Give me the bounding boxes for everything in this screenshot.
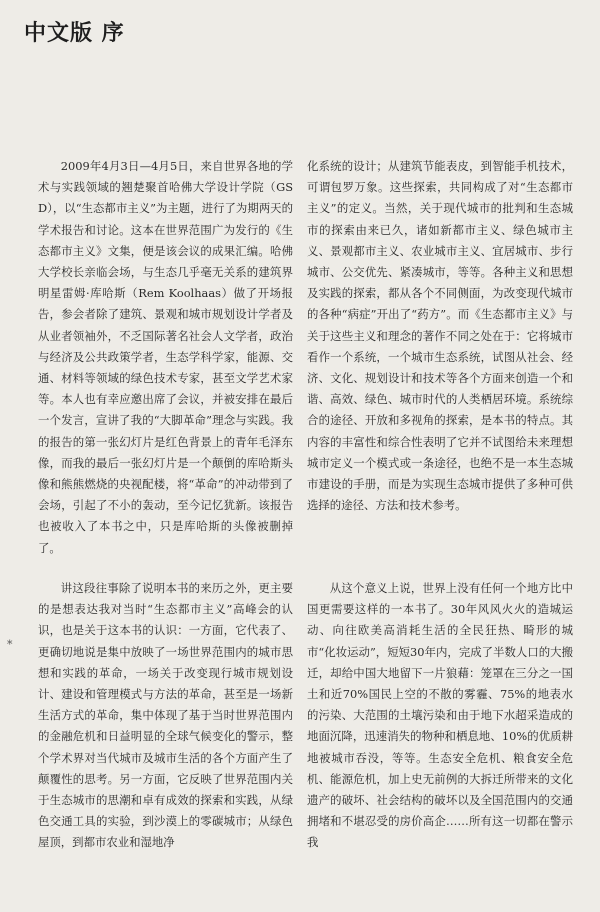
column-top-left [38, 156, 293, 559]
paragraph-bottom-left: 讲这段往事除了说明本书的来历之外，更主要的是想表达我对当时“生态都市主义”高峰会的认识，也是关于这本书的认识：一方面，它代表了、更确切地说是集中放映了一场世界范围内的城市思想和实践的革命，一场关于改变现行城市规划设计、建设和管理模式与方法的革命，甚至是一场新生活方式的革命，集中体现了基于当时世界范围内的金融危机和日益明显的全球气候变化的警示，整个学术界对当代城市及城市生活的各个方面产生了颠覆性的思考。另一方面，它反映了世界范围内关于生态城市的思潮和卓有成效的探索和实践，从绿色交通工具的实验，到沙漠上的零碳城市；从绿色屋顶，到都市农业和湿地净 [38, 581, 293, 850]
paragraph-bottom-right: 从这个意义上说，世界上没有任何一个地方比中国更需要这样的一本书了。30年风风火火的造城运动、向往欧美高消耗生活的全民狂热、畸形的城市“化妆运动”，短短30年内，完成了半数人口的大搬迁，却给中国大地留下一片狼藉：笼罩在三分之一国土和近70%国民上空的不散的雾霾、75%的地表水的污染、大范围的土壤污染和由于地下水超采造成的地面沉降，迅速消失的物种和栖息地、10%的优质耕地被城市吞没，等等。生态安全危机、粮食安全危机、能源危机，加上史无前例的大拆迁所带来的文化遗产的破坏、社会结构的破坏以及全国范围内的交通拥堵和不堪忍受的房价高企……所有这一切都在警示我 [307, 581, 573, 850]
column-top-right [307, 156, 573, 516]
column-bottom-right [307, 578, 573, 854]
paragraph-top-right: 化系统的设计；从建筑节能表皮，到智能手机技术，可谓包罗万象。这些探索，共同构成了对“生态都市主义”的定义。当然，关于现代城市的批判和生态城市的探索由来已久，诸如新都市主义、绿色城市主义、景观都市主义、农业城市主义、宜居城市、步行城市、公交优先、紧凑城市，等等。各种主义和思想及实践的探索，都从各个不同侧面，为改变现代城市的各种“病症”开出了“药方”。而《生态都市主义》与关于这些主义和理念的著作不同之处在于：它将城市看作一个系统，一个城市生态系统，试图从社会、经济、文化、规划设计和技术等各个方面来创造一个和谐、高效、绿色、城市时代的人类栖居环境。系统综合的途径、开放和多视角的探索，是本书的特点。其内容的丰富性和综合性表明了它并不试图给未来理想城市定义一个模式或一条途径，也绝不是一本生态城市建设的手册，而是为实现生态城市提供了多种可供选择的途径、方法和技术参考。 [307, 159, 573, 513]
page-title: 中文版 序 [24, 21, 125, 46]
paragraph-top-left: 2009年4月3日—4月5日，来自世界各地的学术与实践领域的翘楚聚首哈佛大学设计学院（GSD），以“生态都市主义”为主题，进行了为期两天的学术报告和讨论。这本在世界范围广为发行的《生态都市主义》文集，便是该会议的成果汇编。哈佛大学校长亲临会场，与生态几乎毫无关系的建筑界明星雷姆·库哈斯（Rem Koolhaas）做了开场报告，参会者除了建筑、景观和城市规划设计学者及从业者领袖外，不乏国际著名社会人文学者，政治与经济及公共政策学者，生态学科学家，能源、交通、材料等领域的绿色技术专家，甚至文学艺术家等。本人也有幸应邀出席了会议，并被安排在最后一个发言，宣讲了我的“大脚革命”理念与实践。我的报告的第一张幻灯片是红色背景上的青年毛泽东像，而我的最后一张幻灯片是一个颠倒的库哈斯头像和熊熊燃烧的央视配楼，将“革命”的冲动带到了会场，引起了不小的轰动，至今记忆犹新。该报告也被收入了本书之中，只是库哈斯的头像被删掉了。 [38, 159, 293, 555]
margin-mark: * [7, 638, 13, 651]
column-bottom-left [38, 578, 293, 854]
